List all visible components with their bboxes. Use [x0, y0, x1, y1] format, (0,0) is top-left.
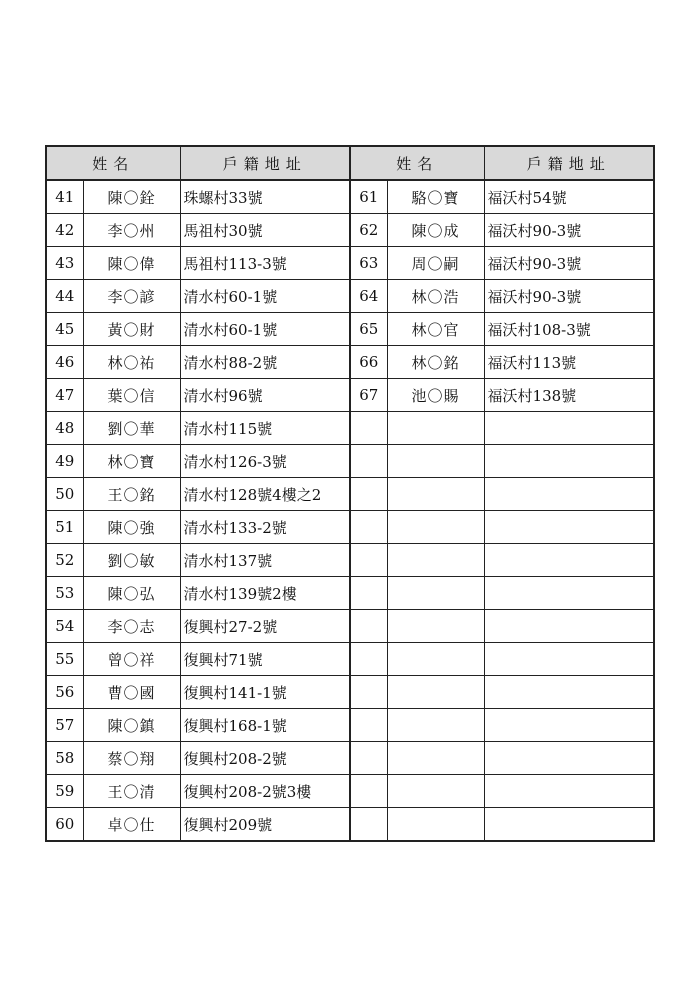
entry-number [350, 676, 387, 709]
entry-number: 43 [46, 247, 83, 280]
household-address: 復興村71號 [180, 643, 350, 676]
household-address: 馬祖村113-3號 [180, 247, 350, 280]
entry-number: 59 [46, 775, 83, 808]
header-address-right: 戶籍地址 [484, 146, 654, 180]
table-row [46, 808, 654, 842]
table-row [46, 180, 654, 214]
household-address: 清水村126-3號 [180, 445, 350, 478]
table-row [46, 643, 654, 676]
table-row [46, 742, 654, 775]
entry-number [350, 445, 387, 478]
table-row [46, 214, 654, 247]
table-row [46, 379, 654, 412]
person-name: 陳〇銓 [83, 180, 180, 214]
person-name: 陳〇弘 [83, 577, 180, 610]
person-name [387, 511, 484, 544]
household-address: 福沃村54號 [484, 180, 654, 214]
entry-number: 46 [46, 346, 83, 379]
entry-number: 62 [350, 214, 387, 247]
entry-number: 56 [46, 676, 83, 709]
person-name: 駱〇寶 [387, 180, 484, 214]
household-address: 清水村88-2號 [180, 346, 350, 379]
household-address: 清水村115號 [180, 412, 350, 445]
household-address [484, 742, 654, 775]
household-address [484, 577, 654, 610]
entry-number: 53 [46, 577, 83, 610]
entry-number: 60 [46, 808, 83, 842]
person-name: 王〇清 [83, 775, 180, 808]
person-name: 曾〇祥 [83, 643, 180, 676]
household-address: 馬祖村30號 [180, 214, 350, 247]
entry-number: 65 [350, 313, 387, 346]
entry-number [350, 511, 387, 544]
household-address: 清水村60-1號 [180, 280, 350, 313]
household-address [484, 445, 654, 478]
entry-number [350, 808, 387, 842]
household-address: 復興村27-2號 [180, 610, 350, 643]
household-address: 清水村96號 [180, 379, 350, 412]
person-name [387, 643, 484, 676]
entry-number: 49 [46, 445, 83, 478]
table-row [46, 775, 654, 808]
header-name-right: 姓名 [350, 146, 484, 180]
person-name [387, 412, 484, 445]
entry-number: 67 [350, 379, 387, 412]
entry-number: 58 [46, 742, 83, 775]
person-name: 葉〇信 [83, 379, 180, 412]
person-name: 陳〇鎮 [83, 709, 180, 742]
person-name: 王〇銘 [83, 478, 180, 511]
person-name: 林〇銘 [387, 346, 484, 379]
person-name: 陳〇成 [387, 214, 484, 247]
entry-number [350, 775, 387, 808]
person-name [387, 478, 484, 511]
household-address: 清水村137號 [180, 544, 350, 577]
household-address: 清水村128號4樓之2 [180, 478, 350, 511]
table-row [46, 544, 654, 577]
table-row [46, 478, 654, 511]
person-name: 陳〇偉 [83, 247, 180, 280]
entry-number: 42 [46, 214, 83, 247]
household-address: 復興村141-1號 [180, 676, 350, 709]
person-name: 卓〇仕 [83, 808, 180, 842]
entry-number: 50 [46, 478, 83, 511]
table-row [46, 445, 654, 478]
person-name: 李〇州 [83, 214, 180, 247]
household-address: 福沃村108-3號 [484, 313, 654, 346]
person-name: 林〇浩 [387, 280, 484, 313]
table-row [46, 676, 654, 709]
person-name: 林〇官 [387, 313, 484, 346]
person-name: 蔡〇翔 [83, 742, 180, 775]
person-name: 林〇寶 [83, 445, 180, 478]
table-row [46, 346, 654, 379]
household-address: 福沃村90-3號 [484, 214, 654, 247]
table-row [46, 511, 654, 544]
person-name: 曹〇國 [83, 676, 180, 709]
person-name: 林〇祐 [83, 346, 180, 379]
entry-number [350, 742, 387, 775]
table-row [46, 412, 654, 445]
household-address: 清水村139號2樓 [180, 577, 350, 610]
household-address [484, 643, 654, 676]
household-address: 復興村209號 [180, 808, 350, 842]
table-header [46, 146, 654, 180]
person-name: 劉〇敏 [83, 544, 180, 577]
person-name [387, 544, 484, 577]
household-address [484, 544, 654, 577]
household-address: 珠螺村33號 [180, 180, 350, 214]
household-address: 清水村133-2號 [180, 511, 350, 544]
person-name [387, 445, 484, 478]
person-name [387, 775, 484, 808]
entry-number: 64 [350, 280, 387, 313]
household-address [484, 676, 654, 709]
household-address [484, 709, 654, 742]
entry-number [350, 643, 387, 676]
entry-number: 57 [46, 709, 83, 742]
entry-number: 47 [46, 379, 83, 412]
entry-number [350, 577, 387, 610]
household-address [484, 610, 654, 643]
entry-number [350, 478, 387, 511]
table-row [46, 247, 654, 280]
entry-number [350, 709, 387, 742]
entry-number [350, 412, 387, 445]
person-name: 陳〇強 [83, 511, 180, 544]
household-address: 復興村168-1號 [180, 709, 350, 742]
household-address [484, 775, 654, 808]
household-address: 福沃村90-3號 [484, 247, 654, 280]
person-name [387, 808, 484, 842]
entry-number [350, 610, 387, 643]
header-row [46, 146, 654, 180]
person-name: 劉〇華 [83, 412, 180, 445]
household-address: 復興村208-2號3樓 [180, 775, 350, 808]
household-address [484, 808, 654, 842]
entry-number: 55 [46, 643, 83, 676]
household-address: 福沃村113號 [484, 346, 654, 379]
table-row [46, 709, 654, 742]
entry-number: 44 [46, 280, 83, 313]
entry-number: 63 [350, 247, 387, 280]
person-name: 黃〇財 [83, 313, 180, 346]
header-address-left: 戶籍地址 [180, 146, 350, 180]
person-name [387, 610, 484, 643]
entry-number: 48 [46, 412, 83, 445]
table-row [46, 280, 654, 313]
header-name-left: 姓名 [46, 146, 180, 180]
person-name [387, 709, 484, 742]
person-name: 池〇賜 [387, 379, 484, 412]
household-address: 福沃村138號 [484, 379, 654, 412]
table-row [46, 577, 654, 610]
household-register-table [45, 145, 655, 842]
person-name: 周〇嗣 [387, 247, 484, 280]
person-name: 李〇志 [83, 610, 180, 643]
entry-number: 45 [46, 313, 83, 346]
entry-number: 54 [46, 610, 83, 643]
entry-number: 61 [350, 180, 387, 214]
household-address [484, 412, 654, 445]
person-name [387, 577, 484, 610]
person-name: 李〇諺 [83, 280, 180, 313]
household-address: 復興村208-2號 [180, 742, 350, 775]
table-row [46, 610, 654, 643]
household-address: 福沃村90-3號 [484, 280, 654, 313]
household-address [484, 478, 654, 511]
entry-number: 51 [46, 511, 83, 544]
household-address [484, 511, 654, 544]
person-name [387, 742, 484, 775]
table-row [46, 313, 654, 346]
table-body [46, 180, 654, 841]
entry-number: 66 [350, 346, 387, 379]
household-address: 清水村60-1號 [180, 313, 350, 346]
person-name [387, 676, 484, 709]
entry-number [350, 544, 387, 577]
entry-number: 52 [46, 544, 83, 577]
entry-number: 41 [46, 180, 83, 214]
